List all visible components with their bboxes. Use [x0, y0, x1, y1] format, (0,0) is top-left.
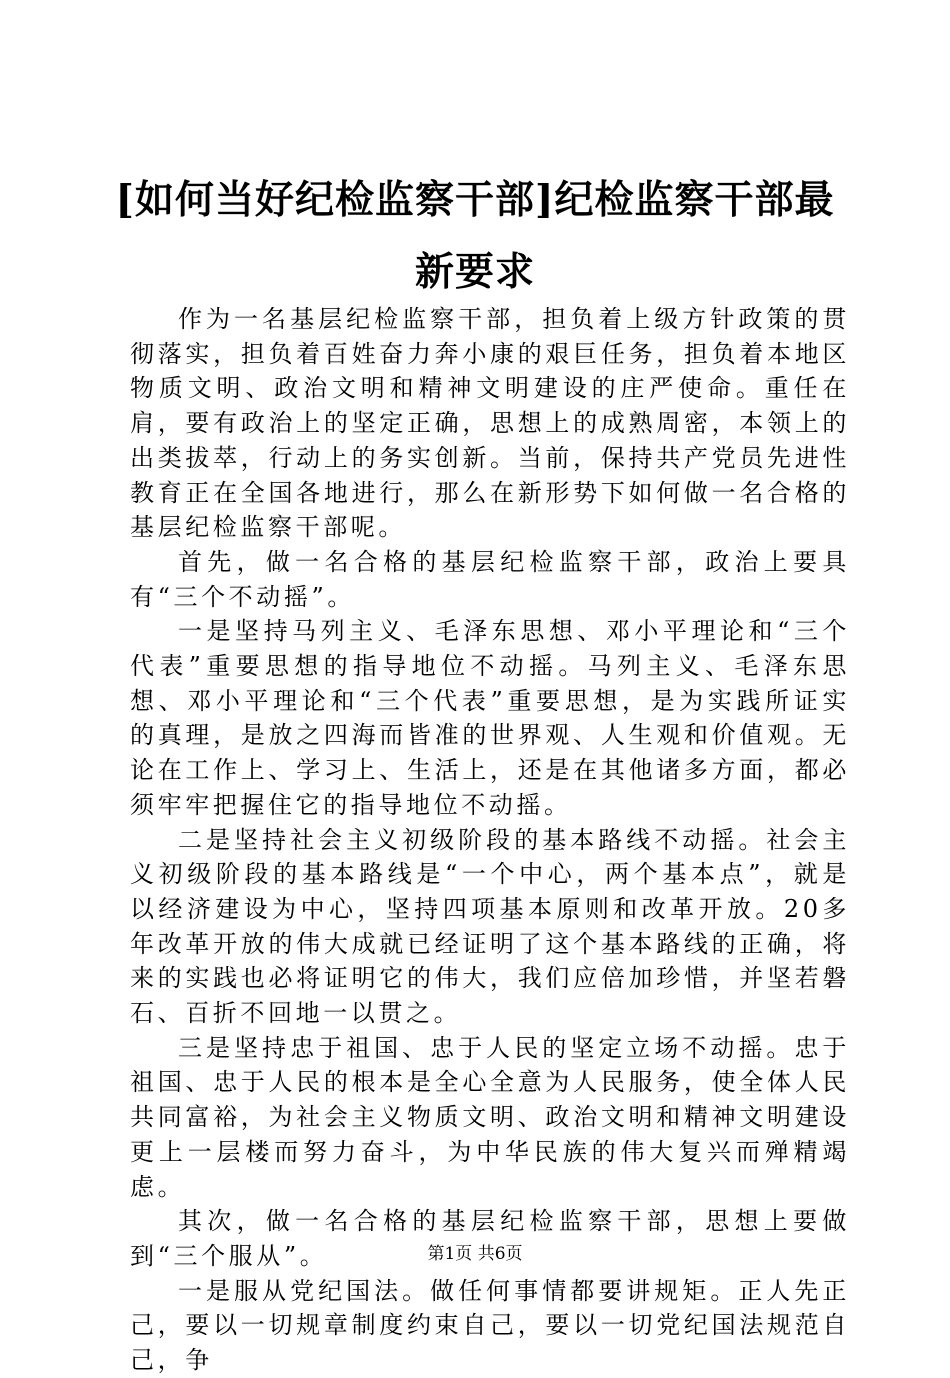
paragraph: 二是坚持社会主义初级阶段的基本路线不动摇。社会主义初级阶段的基本路线是“一个中心，两个基本点”，就是以经济建设为中心，坚持四项基本原则和改革开放。20多年改革开放的伟大成就已经证明了这个基本路线的正确，将来的实践也必将证明它的伟大，我们应倍加珍惜，并坚若磐石、百折不回地一以贯之。	[130, 825, 850, 1028]
paragraph: 其次，做一名合格的基层纪检监察干部，思想上要做到“三个服从”。	[130, 1207, 850, 1270]
paragraph: 三是坚持忠于祖国、忠于人民的坚定立场不动摇。忠于祖国、忠于人民的根本是全心全意为人民服务，使全体人民共同富裕，为社会主义物质文明、政治文明和精神文明建设更上一层楼而努力奋斗，为中华民族的伟大复兴而殚精竭虑。	[130, 1033, 850, 1201]
document-title: [如何当好纪检监察干部]纪检监察干部最新要求	[115, 177, 835, 295]
paragraph: 一是坚持马列主义、毛泽东思想、邓小平理论和“三个代表”重要思想的指导地位不动摇。马列主义、毛泽东思想、邓小平理论和“三个代表”重要思想，是为实践所证实的真理，是放之四海而皆准的世界观、人生观和价值观。无论在工作上、学习上、生活上，还是在其他诸多方面，都必须牢牢把握住它的指导地位不动摇。	[130, 617, 850, 819]
paragraph: 首先，做一名合格的基层纪检监察干部，政治上要具有“三个不动摇”。	[130, 547, 850, 611]
paragraph: 一是服从党纪国法。做任何事情都要讲规矩。正人先正己，要以一切规章制度约束自己，要以一切党纪国法规范自己，争	[130, 1276, 850, 1375]
document-body	[130, 302, 850, 1378]
page-footer: 第1页 共6页	[427, 1244, 523, 1264]
paragraph: 作为一名基层纪检监察干部，担负着上级方针政策的贯彻落实，担负着百姓奋力奔小康的艰巨任务，担负着本地区物质文明、政治文明和精神文明建设的庄严使命。重任在肩，要有政治上的坚定正确，思想上的成熟周密，本领上的出类拔萃，行动上的务实创新。当前，保持共产党员先进性教育正在全国各地进行，那么在新形势下如何做一名合格的基层纪检监察干部呢。	[130, 305, 850, 542]
